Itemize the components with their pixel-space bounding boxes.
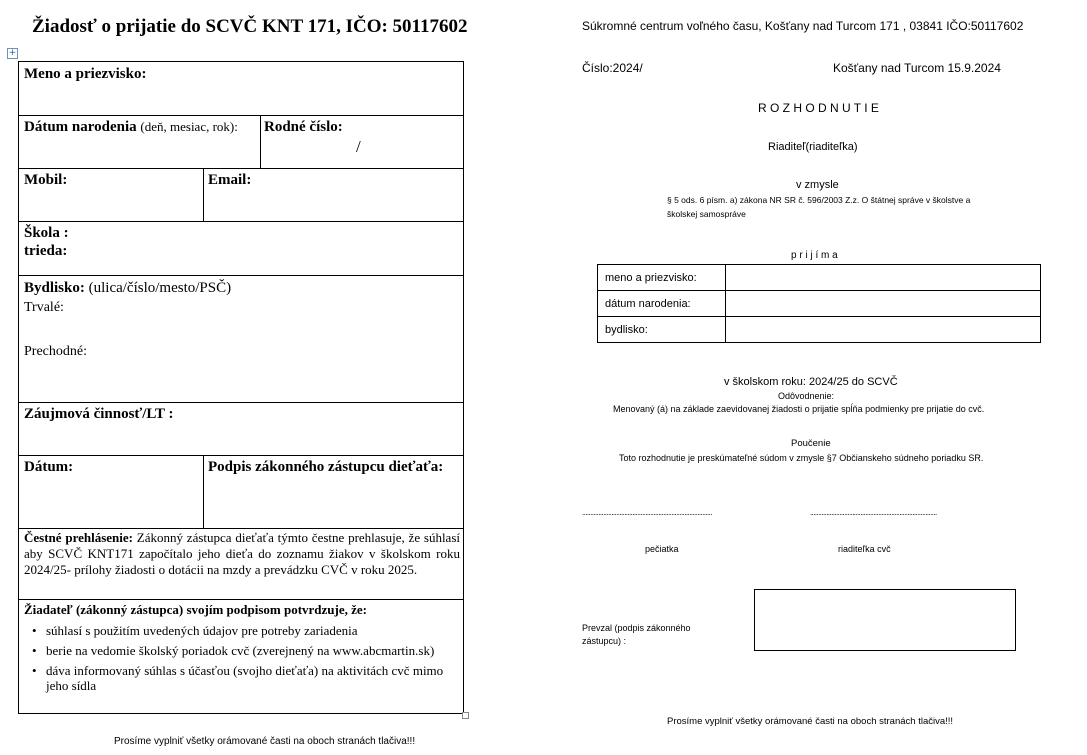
table-row bbox=[598, 317, 1041, 343]
school-year-line: v školskom roku: 2024/25 do SCVČ bbox=[724, 376, 898, 388]
signature-label: Podpis zákonného zástupcu dieťaťa: bbox=[208, 459, 444, 475]
received-by-label-line-2: zástupcu) : bbox=[582, 636, 627, 646]
confirmation-item: • berie na vedomie školský poriadok cvč (zverejnený na www.abcmartin.sk) bbox=[28, 643, 458, 658]
birth-number-slash: / bbox=[356, 137, 361, 156]
activity-label: Záujmová činnosť/LT : bbox=[24, 406, 174, 422]
date-field[interactable] bbox=[19, 479, 202, 527]
table-row bbox=[598, 265, 1041, 291]
decision-heading: R O Z H O D N U T I E bbox=[758, 101, 879, 115]
place-and-date: Košťany nad Turcom 15.9.2024 bbox=[833, 61, 1001, 75]
email-field[interactable] bbox=[204, 192, 463, 220]
dob-field[interactable] bbox=[19, 140, 259, 167]
permanent-address-label: Trvalé: bbox=[24, 300, 64, 315]
admission-details-table bbox=[597, 264, 1041, 343]
law-reference-line-1: § 5 ods. 6 písm. a) zákona NR SR č. 596/2003 Z.z. O štátnej správe v školstve a bbox=[667, 195, 971, 205]
table-cell-label: bydlisko: bbox=[598, 317, 726, 343]
temporary-address-label: Prechodné: bbox=[24, 344, 87, 359]
instruction-text: Toto rozhodnutie je preskúmateľné súdom v zmysle §7 Občianskeho súdneho poriadku SR. bbox=[619, 453, 984, 463]
table-row bbox=[598, 291, 1041, 317]
director-signature-line: .............................................................................. bbox=[810, 508, 937, 517]
confirmation-list bbox=[28, 623, 458, 698]
activity-field[interactable] bbox=[19, 426, 463, 454]
school-label: Škola : bbox=[24, 225, 69, 241]
honor-statement: Čestné prehlásenie: Zákonný zástupca dieťaťa týmto čestne prehlasuje, že súhlasí aby SCVČ KNT171 započítalo jeho dieťa do zoznamu žiakov v školskom roku 2024/25- prílohy žiadosti o dotácii na mzdy a prevádzku CVČ v roku 2025. bbox=[24, 530, 460, 577]
received-by-label-line-1: Prevzal (podpis zákonného bbox=[582, 623, 691, 633]
email-label: Email: bbox=[208, 172, 252, 188]
class-label: trieda: bbox=[24, 243, 68, 259]
director-signature-label: riaditeľka cvč bbox=[838, 544, 891, 554]
dob-hint: (deň, mesiac, rok): bbox=[140, 119, 238, 134]
stamp-label: pečiatka bbox=[645, 544, 679, 554]
left-footer-note: Prosíme vyplniť všetky orámované časti na oboch stranách tlačiva!!! bbox=[114, 736, 416, 747]
guardian-signature-box[interactable] bbox=[754, 589, 1016, 651]
director-line: Riaditeľ(riaditeľka) bbox=[768, 141, 858, 153]
date-label: Dátum: bbox=[24, 459, 74, 475]
signature-field[interactable] bbox=[204, 479, 463, 527]
reference-number: Číslo:2024/ bbox=[582, 61, 643, 75]
law-reference-line-2: školskej samospráve bbox=[667, 209, 746, 219]
applicant-confirmation-label: Žiadateľ (zákonný zástupca) svojím podpisom potvrdzuje, že: bbox=[24, 602, 368, 617]
dob-label: Dátum narodenia (deň, mesiac, rok): bbox=[24, 119, 238, 135]
organization-header: Súkromné centrum voľného času, Košťany nad Turcom 171 , 03841 IČO:50117602 bbox=[582, 19, 1024, 33]
address-value-cell[interactable] bbox=[726, 317, 1041, 343]
birth-number-label: Rodné číslo: bbox=[264, 119, 343, 135]
temporary-address-field[interactable] bbox=[100, 340, 463, 400]
reasoning-text: Menovaný (á) na základe zaevidovanej žiadosti o prijatie spĺňa podmienky pre prijatie do cvč. bbox=[613, 404, 985, 414]
address-label: Bydlisko: (ulica/číslo/mesto/PSČ) bbox=[24, 280, 232, 296]
mobile-field[interactable] bbox=[19, 192, 202, 220]
pursuant-line: v zmysle bbox=[796, 179, 839, 191]
table-move-handle-icon[interactable]: + bbox=[8, 48, 17, 58]
name-label: Meno a priezvisko: bbox=[24, 66, 147, 82]
confirmation-item: • súhlasí s použitím uvedených údajov pre potreby zariadenia bbox=[28, 623, 458, 638]
name-value-cell[interactable] bbox=[726, 265, 1041, 291]
table-cell-label: meno a priezvisko: bbox=[598, 265, 726, 291]
permanent-address-field[interactable] bbox=[80, 298, 463, 334]
instruction-title: Poučenie bbox=[791, 438, 831, 449]
table-resize-handle[interactable] bbox=[462, 712, 469, 719]
birth-number-field[interactable] bbox=[261, 140, 463, 167]
stamp-signature-line: ................................................................................ bbox=[582, 508, 712, 517]
address-hint: (ulica/číslo/mesto/PSČ) bbox=[88, 280, 232, 296]
right-footer-note: Prosíme vyplniť všetky orámované časti na oboch stranách tlačiva!!! bbox=[667, 716, 954, 727]
dob-value-cell[interactable] bbox=[726, 291, 1041, 317]
honor-statement-label: Čestné prehlásenie: bbox=[24, 530, 133, 545]
confirmation-item: • dáva informovaný súhlas s účasťou (svojho dieťaťa) na aktivitách cvč mimo jeho sídla bbox=[28, 663, 458, 693]
reasoning-title: Odôvodnenie: bbox=[778, 391, 835, 401]
mobile-label: Mobil: bbox=[24, 172, 68, 188]
table-cell-label: dátum narodenia: bbox=[598, 291, 726, 317]
form-title: Žiadosť o prijatie do SCVČ KNT 171, IČO: 50117602 bbox=[32, 16, 468, 37]
school-class-field[interactable] bbox=[90, 222, 463, 274]
name-field[interactable] bbox=[19, 86, 463, 114]
admits-heading: p r i j í m a bbox=[791, 250, 838, 261]
